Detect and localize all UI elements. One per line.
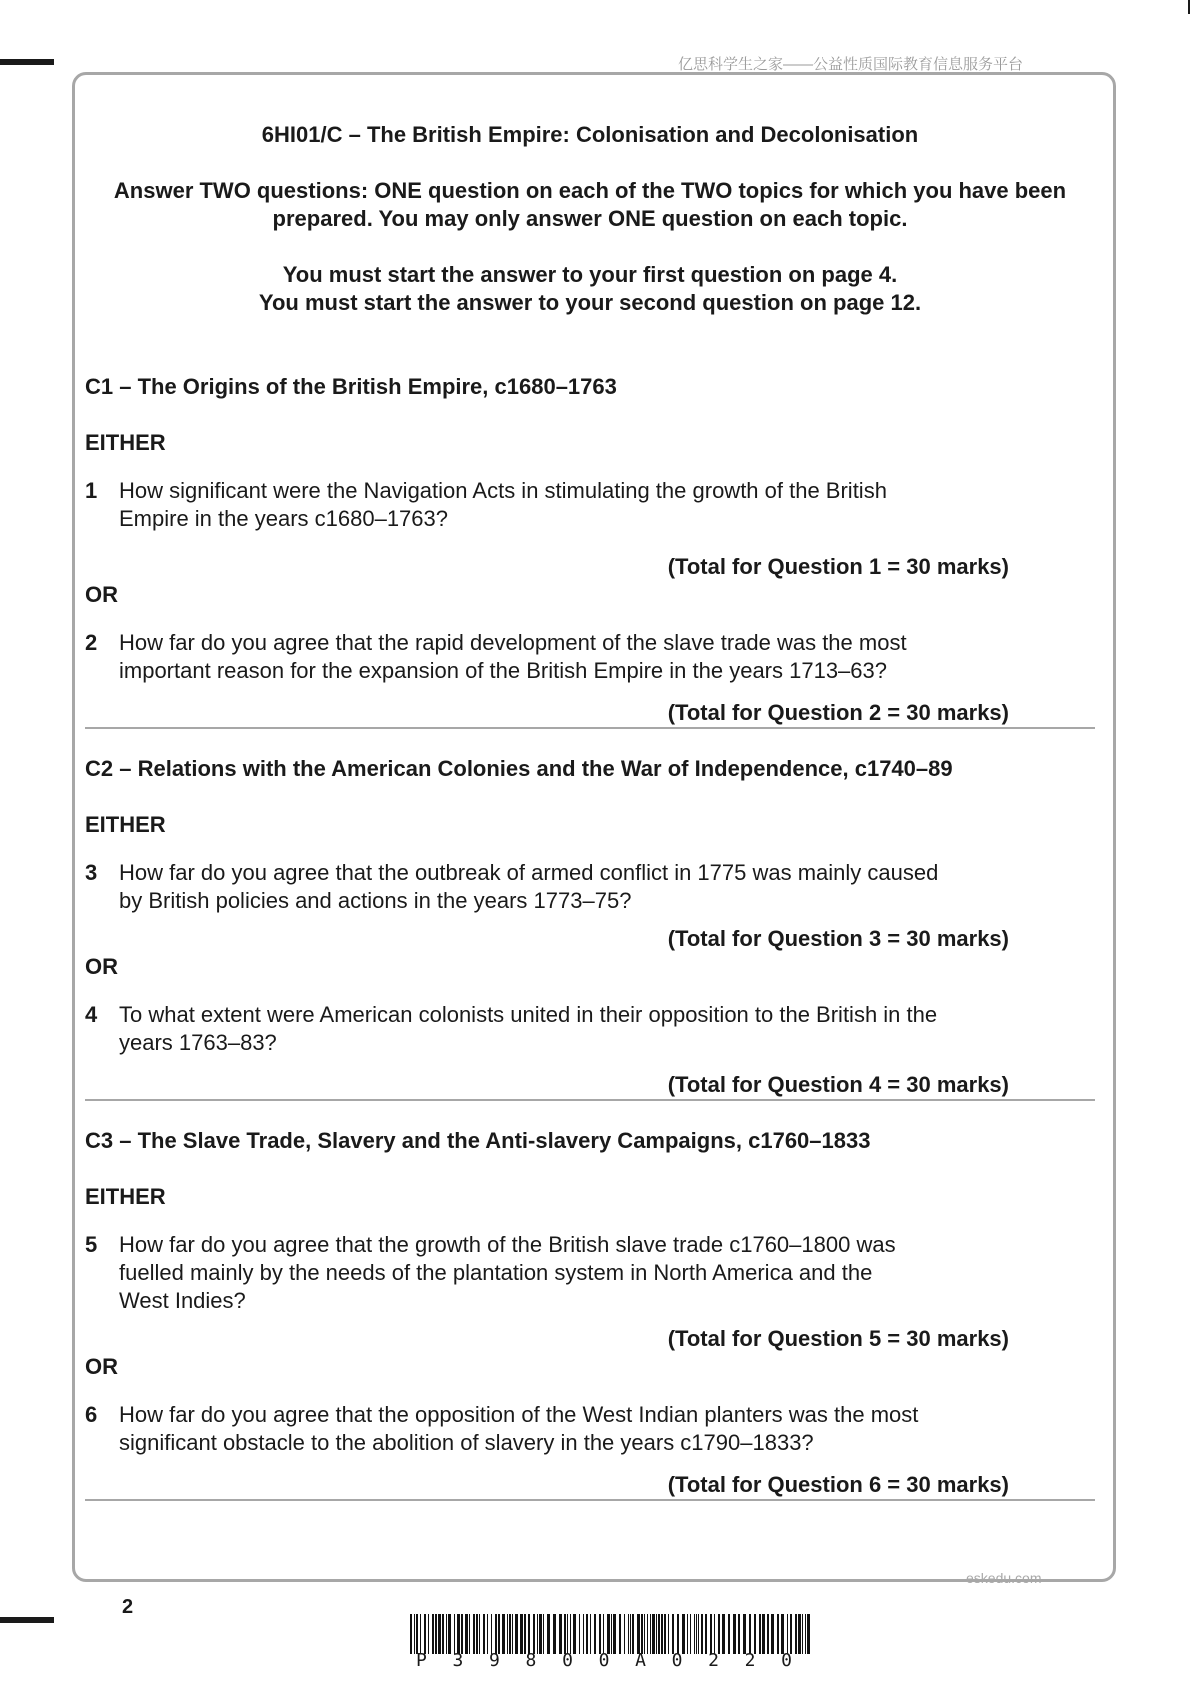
question-number: 2 bbox=[85, 630, 98, 655]
barcode-bar bbox=[802, 1614, 803, 1654]
barcode-bar bbox=[479, 1614, 480, 1654]
barcode-bar bbox=[652, 1614, 655, 1654]
barcode-bar bbox=[607, 1614, 610, 1654]
crop-mark-top-right bbox=[1158, 0, 1190, 14]
barcode-bar bbox=[473, 1614, 475, 1654]
barcode-bar bbox=[446, 1614, 447, 1654]
barcode-bar bbox=[410, 1614, 412, 1654]
watermark-bottom: eskedu.com bbox=[966, 1570, 1042, 1586]
barcode-bar bbox=[539, 1614, 542, 1654]
question-total-marks: (Total for Question 2 = 30 marks) bbox=[667, 700, 1009, 725]
barcode-bar bbox=[567, 1614, 568, 1654]
start-instruction-1: You must start the answer to your first question on page 4. bbox=[282, 262, 898, 287]
barcode-char: 9 bbox=[489, 1650, 500, 1671]
question-text-line: by British policies and actions in the years 1773–75? bbox=[119, 888, 632, 913]
barcode-bar bbox=[630, 1614, 631, 1654]
barcode-bar bbox=[547, 1614, 550, 1654]
barcode-bar bbox=[682, 1614, 685, 1654]
barcode-bar bbox=[432, 1614, 434, 1654]
barcode-bar bbox=[661, 1614, 663, 1654]
section-divider bbox=[85, 1099, 1095, 1101]
either-label: EITHER bbox=[85, 1184, 166, 1209]
question-number: 5 bbox=[85, 1232, 98, 1257]
instruction-line-1: Answer TWO questions: ONE question on each of the TWO topics for which you have been bbox=[113, 178, 1067, 203]
either-label: EITHER bbox=[85, 430, 166, 455]
barcode-bar bbox=[668, 1614, 669, 1654]
barcode-bar bbox=[528, 1614, 530, 1654]
barcode-bar bbox=[594, 1614, 596, 1654]
barcode-bar bbox=[650, 1614, 651, 1654]
barcode-bar bbox=[628, 1614, 629, 1654]
question-text-line: To what extent were American colonists united in their opposition to the British in the bbox=[119, 1002, 938, 1027]
barcode-bar bbox=[435, 1614, 437, 1654]
barcode-bar bbox=[795, 1614, 797, 1654]
barcode-bar bbox=[583, 1614, 584, 1654]
question-total-marks: (Total for Question 6 = 30 marks) bbox=[667, 1472, 1009, 1497]
barcode-bar bbox=[483, 1614, 485, 1654]
barcode-bar bbox=[641, 1614, 643, 1654]
barcode-bar bbox=[714, 1614, 715, 1654]
section-divider bbox=[85, 727, 1095, 729]
barcode-bar bbox=[613, 1614, 616, 1654]
crop-mark-bottom-left bbox=[0, 1617, 54, 1623]
instruction-line-2: prepared. You may only answer ONE question on each topic. bbox=[272, 206, 908, 231]
section-title-c2: C2 – Relations with the American Colonies and the War of Independence, c1740–89 bbox=[85, 756, 953, 781]
barcode-char: 2 bbox=[744, 1650, 756, 1671]
barcode-bar bbox=[743, 1614, 746, 1654]
barcode-bar bbox=[762, 1614, 765, 1654]
barcode-bar bbox=[428, 1614, 429, 1654]
barcode-bar bbox=[579, 1614, 580, 1654]
barcode-bar bbox=[414, 1614, 415, 1654]
barcode-bar bbox=[710, 1614, 712, 1654]
section-divider bbox=[85, 1499, 1095, 1501]
barcode-bar bbox=[698, 1614, 699, 1654]
barcode-bar bbox=[424, 1614, 426, 1654]
question-number: 6 bbox=[85, 1402, 98, 1427]
barcode-bar bbox=[461, 1614, 463, 1654]
barcode-char: A bbox=[635, 1650, 646, 1671]
barcode-bar bbox=[553, 1614, 556, 1654]
barcode bbox=[410, 1614, 810, 1654]
watermark-top: 亿思科学生之家——公益性质国际教育信息服务平台 bbox=[678, 56, 1024, 73]
question-text-line: years 1763–83? bbox=[119, 1030, 277, 1055]
barcode-bar bbox=[599, 1614, 601, 1654]
crop-mark-top-left bbox=[0, 59, 54, 65]
barcode-bar bbox=[469, 1614, 470, 1654]
barcode-bar bbox=[619, 1614, 621, 1654]
barcode-bar bbox=[457, 1614, 460, 1654]
question-text-line: Empire in the years c1680–1763? bbox=[119, 506, 448, 531]
barcode-bar bbox=[777, 1614, 779, 1654]
section-title-c1: C1 – The Origins of the British Empire, c1680–1763 bbox=[85, 374, 617, 399]
barcode-bar bbox=[644, 1614, 645, 1654]
barcode-bar bbox=[787, 1614, 788, 1654]
barcode-bar bbox=[647, 1614, 648, 1654]
question-text-line: fuelled mainly by the needs of the plantation system in North America and the bbox=[119, 1260, 873, 1285]
barcode-bar bbox=[454, 1614, 455, 1654]
barcode-bar bbox=[416, 1614, 418, 1654]
question-text-line: How far do you agree that the growth of the British slave trade c1760–1800 was bbox=[119, 1232, 896, 1257]
barcode-bar bbox=[767, 1614, 769, 1654]
either-label: EITHER bbox=[85, 812, 166, 837]
start-instruction-2: You must start the answer to your second question on page 12. bbox=[258, 290, 922, 315]
barcode-char: 2 bbox=[708, 1650, 719, 1671]
barcode-bar bbox=[705, 1614, 707, 1654]
barcode-bar bbox=[543, 1614, 544, 1654]
barcode-bar bbox=[790, 1614, 792, 1654]
barcode-bar bbox=[420, 1614, 421, 1654]
barcode-bar bbox=[624, 1614, 625, 1654]
question-number: 1 bbox=[85, 478, 98, 503]
barcode-bar bbox=[728, 1614, 730, 1654]
barcode-bar bbox=[524, 1614, 526, 1654]
barcode-number bbox=[416, 1650, 792, 1671]
barcode-bar bbox=[733, 1614, 736, 1654]
barcode-bar bbox=[771, 1614, 774, 1654]
barcode-char: 0 bbox=[781, 1650, 792, 1671]
question-text-line: important reason for the expansion of the British Empire in the years 1713–63? bbox=[119, 658, 888, 683]
question-total-marks: (Total for Question 3 = 30 marks) bbox=[667, 926, 1009, 951]
barcode-char: 8 bbox=[525, 1650, 537, 1671]
barcode-bar bbox=[537, 1614, 538, 1654]
barcode-bar bbox=[498, 1614, 500, 1654]
barcode-bar bbox=[586, 1614, 588, 1654]
question-text-line: How significant were the Navigation Acts in stimulating the growth of the British bbox=[119, 478, 887, 503]
barcode-bar bbox=[696, 1614, 697, 1654]
question-text-line: How far do you agree that the rapid development of the slave trade was the most bbox=[119, 630, 907, 655]
barcode-bar bbox=[754, 1614, 756, 1654]
barcode-bar bbox=[722, 1614, 725, 1654]
or-label: OR bbox=[85, 954, 118, 979]
barcode-bar bbox=[465, 1614, 468, 1654]
barcode-bar bbox=[701, 1614, 703, 1654]
barcode-bar bbox=[564, 1614, 566, 1654]
barcode-bar bbox=[476, 1614, 478, 1654]
question-text-line: How far do you agree that the opposition of the West Indian planters was the most bbox=[119, 1402, 919, 1427]
barcode-bar bbox=[690, 1614, 691, 1654]
barcode-char: 3 bbox=[452, 1650, 464, 1671]
barcode-bar bbox=[533, 1614, 535, 1654]
barcode-bar bbox=[611, 1614, 612, 1654]
barcode-bar bbox=[749, 1614, 751, 1654]
barcode-bar bbox=[805, 1614, 806, 1654]
barcode-char: 0 bbox=[671, 1650, 683, 1671]
barcode-bar bbox=[658, 1614, 660, 1654]
barcode-bar bbox=[677, 1614, 679, 1654]
barcode-bar bbox=[559, 1614, 562, 1654]
barcode-bar bbox=[491, 1614, 492, 1654]
barcode-bar bbox=[603, 1614, 604, 1654]
question-total-marks: (Total for Question 1 = 30 marks) bbox=[667, 554, 1009, 579]
barcode-bar bbox=[672, 1614, 674, 1654]
question-number: 3 bbox=[85, 860, 98, 885]
question-text-line: How far do you agree that the outbreak of armed conflict in 1775 was mainly caused bbox=[119, 860, 939, 885]
barcode-char: 0 bbox=[562, 1650, 573, 1671]
barcode-char: P bbox=[416, 1650, 427, 1671]
barcode-bar bbox=[502, 1614, 505, 1654]
barcode-bar bbox=[781, 1614, 784, 1654]
barcode-bar bbox=[798, 1614, 801, 1654]
barcode-bar bbox=[448, 1614, 451, 1654]
barcode-bar bbox=[438, 1614, 441, 1654]
barcode-bar bbox=[656, 1614, 657, 1654]
barcode-bar bbox=[718, 1614, 720, 1654]
barcode-bar bbox=[487, 1614, 488, 1654]
barcode-bar bbox=[570, 1614, 571, 1654]
barcode-bar bbox=[509, 1614, 511, 1654]
unit-title: 6HI01/C – The British Empire: Colonisation and Decolonisation bbox=[261, 122, 919, 147]
barcode-bar bbox=[664, 1614, 666, 1654]
question-total-marks: (Total for Question 4 = 30 marks) bbox=[667, 1072, 1009, 1097]
barcode-bar bbox=[590, 1614, 591, 1654]
barcode-bar bbox=[759, 1614, 761, 1654]
question-number: 4 bbox=[85, 1002, 98, 1027]
or-label: OR bbox=[85, 1354, 118, 1379]
barcode-bar bbox=[573, 1614, 576, 1654]
section-title-c3: C3 – The Slave Trade, Slavery and the Anti-slavery Campaigns, c1760–1833 bbox=[85, 1128, 871, 1153]
barcode-bar bbox=[807, 1614, 810, 1654]
barcode-char: 0 bbox=[598, 1650, 610, 1671]
barcode-bar bbox=[694, 1614, 695, 1654]
or-label: OR bbox=[85, 582, 118, 607]
barcode-bar bbox=[637, 1614, 640, 1654]
question-text-line: significant obstacle to the abolition of slavery in the years c1790–1833? bbox=[119, 1430, 814, 1455]
barcode-bar bbox=[507, 1614, 508, 1654]
barcode-bar bbox=[632, 1614, 634, 1654]
question-text-line: West Indies? bbox=[119, 1288, 246, 1313]
barcode-bar bbox=[687, 1614, 688, 1654]
barcode-bar bbox=[515, 1614, 518, 1654]
barcode-bar bbox=[512, 1614, 513, 1654]
question-total-marks: (Total for Question 5 = 30 marks) bbox=[667, 1326, 1009, 1351]
barcode-bar bbox=[738, 1614, 740, 1654]
barcode-bar bbox=[520, 1614, 523, 1654]
barcode-bar bbox=[442, 1614, 444, 1654]
barcode-bar bbox=[495, 1614, 497, 1654]
page-number: 2 bbox=[122, 1596, 134, 1618]
